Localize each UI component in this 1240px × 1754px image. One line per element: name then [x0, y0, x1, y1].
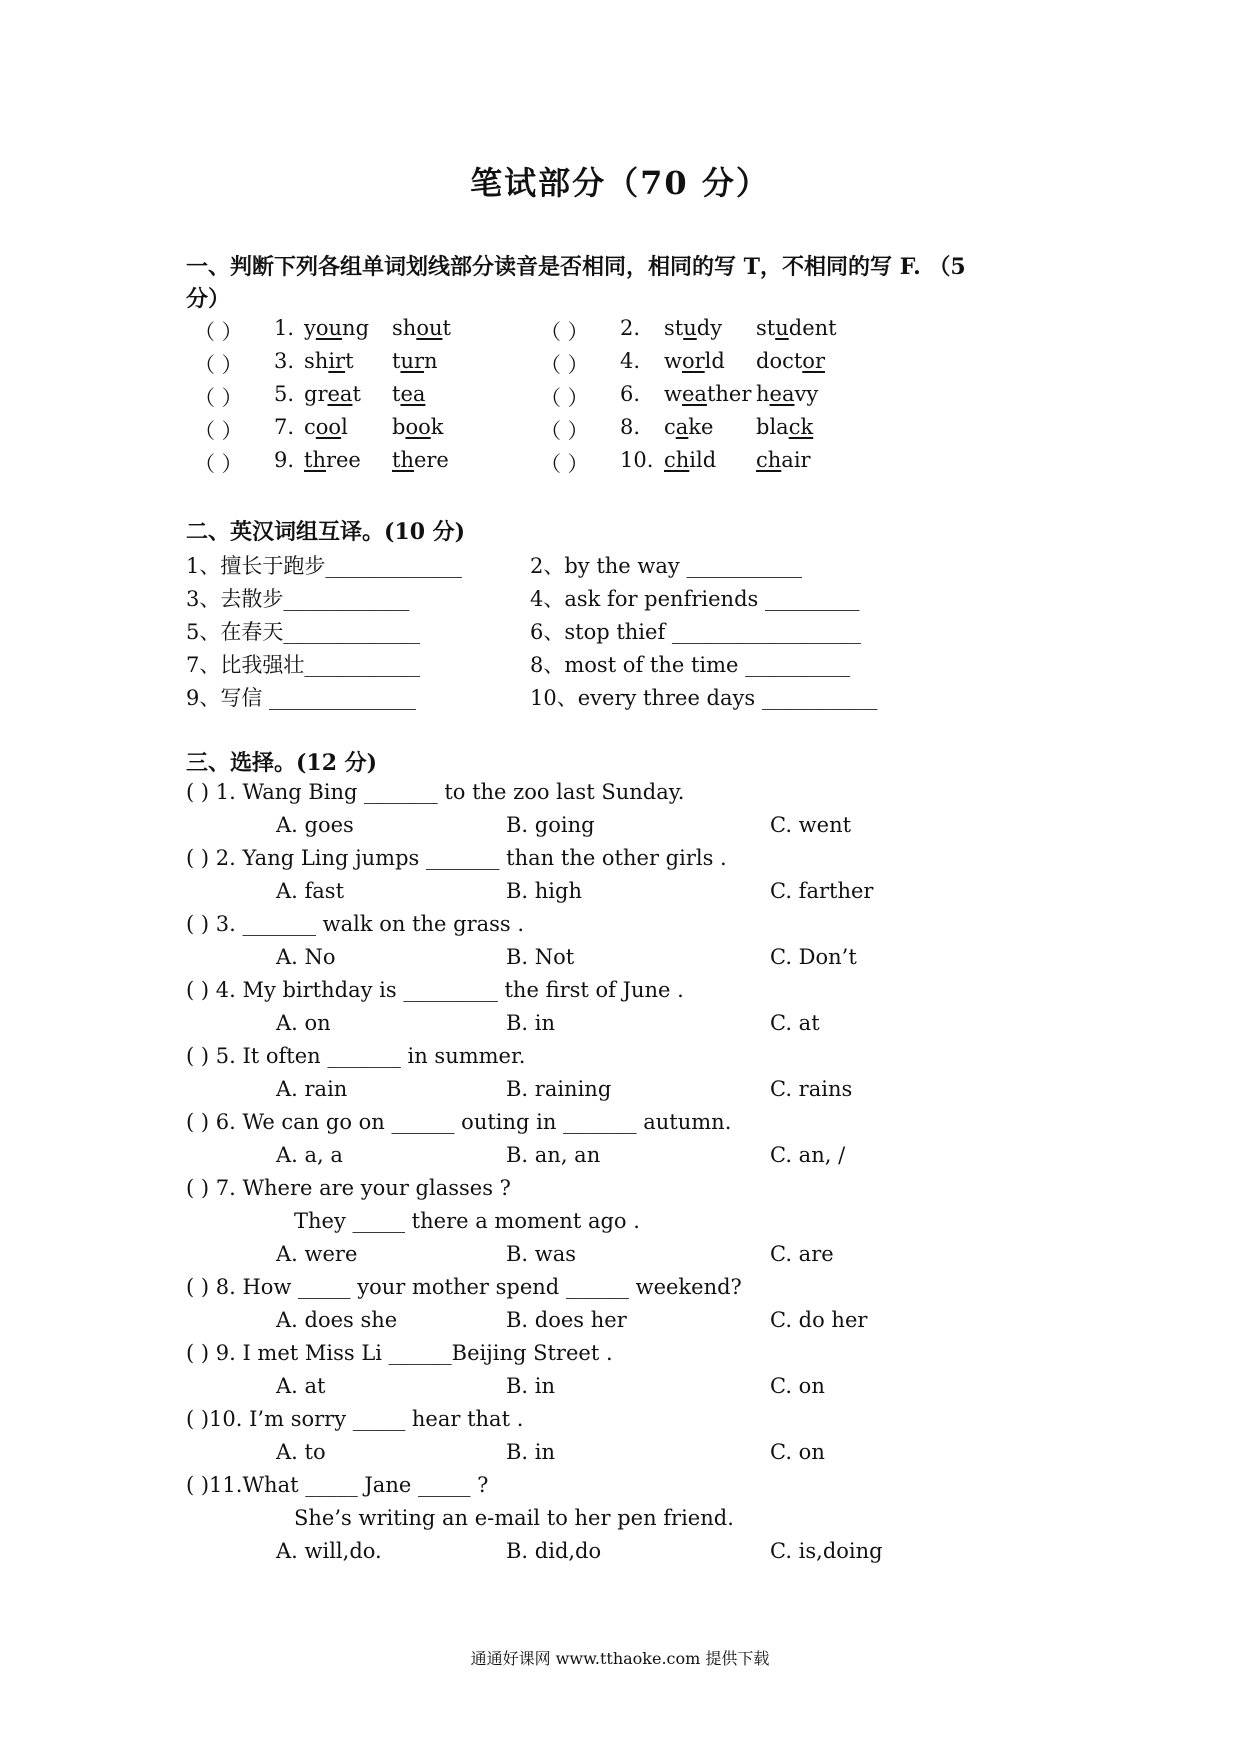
choice-question: ( ) 6. We can go on ______ outing in _______ autumn.: [186, 1110, 732, 1134]
word-a: cool: [304, 415, 348, 439]
word-a: world: [664, 349, 725, 373]
option-b: B. raining: [506, 1077, 612, 1101]
page-title: 笔试部分（70 分）: [470, 164, 770, 202]
option-c: C. farther: [770, 879, 874, 903]
word-a: child: [664, 448, 717, 472]
choice-question: ( ) 2. Yang Ling jumps _______ than the other girls .: [186, 846, 727, 870]
answer-bracket: （ ）: [194, 419, 243, 443]
translation-item: 6、stop thief __________________: [530, 620, 861, 644]
option-b: B. did,do: [506, 1539, 602, 1563]
footer-source: 通通好课网 www.tthaoke.com 提供下载: [470, 1649, 770, 1668]
word-b: there: [392, 448, 449, 472]
word-a: shirt: [304, 349, 354, 373]
choice-question: ( ) 8. How _____ your mother spend ______ weekend?: [186, 1275, 742, 1299]
word-b: black: [756, 415, 814, 439]
translation-item: 7、比我强壮___________: [186, 653, 420, 677]
translation-item: 2、by the way ___________: [530, 554, 802, 578]
translation-item: 4、ask for penfriends _________: [530, 587, 860, 611]
question-number: 4.: [620, 349, 641, 373]
word-b: tea: [392, 382, 426, 406]
option-b: B. an, an: [506, 1143, 601, 1167]
option-b: B. in: [506, 1440, 556, 1464]
question-number: 2.: [620, 316, 641, 340]
answer-bracket: （ ）: [194, 386, 243, 410]
word-a: weather: [664, 382, 752, 406]
option-c: C. Don’t: [770, 945, 857, 969]
translation-item: 9、写信 ______________: [186, 686, 417, 710]
option-b: B. in: [506, 1374, 556, 1398]
choice-question: ( ) 4. My birthday is _________ the first of June .: [186, 978, 684, 1002]
option-c: C. at: [770, 1011, 820, 1035]
section1-heading-cont: 分）: [186, 286, 231, 312]
option-b: B. in: [506, 1011, 556, 1035]
option-c: C. are: [770, 1242, 834, 1266]
option-a: A. to: [276, 1440, 326, 1464]
question-number: 5.: [274, 382, 295, 406]
option-a: A. a, a: [276, 1143, 343, 1167]
choice-question: ( ) 3. _______ walk on the grass .: [186, 912, 525, 936]
option-c: C. on: [770, 1440, 825, 1464]
word-b: heavy: [756, 382, 819, 406]
option-a: A. were: [276, 1242, 358, 1266]
word-b: book: [392, 415, 444, 439]
translation-item: 8、most of the time __________: [530, 653, 851, 677]
word-a: young: [304, 316, 370, 340]
word-b: turn: [392, 349, 438, 373]
answer-bracket: （ ）: [194, 353, 243, 377]
question-number: 7.: [274, 415, 295, 439]
option-b: B. going: [506, 813, 595, 837]
question-number: 1.: [274, 316, 295, 340]
choice-question: ( )10. I’m sorry _____ hear that .: [186, 1407, 524, 1431]
answer-bracket: （ ）: [194, 452, 243, 476]
option-c: C. is,doing: [770, 1539, 883, 1563]
question-number: 8.: [620, 415, 641, 439]
option-a: A. will,do.: [276, 1539, 382, 1563]
option-c: C. on: [770, 1374, 825, 1398]
option-b: B. was: [506, 1242, 577, 1266]
question-number: 6.: [620, 382, 641, 406]
option-b: B. high: [506, 879, 582, 903]
translation-item: 5、在春天_____________: [186, 620, 420, 644]
word-a: cake: [664, 415, 714, 439]
choice-question: ( )11.What _____ Jane _____ ?: [186, 1473, 489, 1497]
option-c: C. rains: [770, 1077, 853, 1101]
choice-question: ( ) 7. Where are your glasses ?: [186, 1176, 511, 1200]
section2-heading: 二、英汉词组互译。(10 分): [186, 519, 466, 545]
answer-bracket: （ ）: [540, 320, 589, 344]
option-c: C. went: [770, 813, 852, 837]
word-a: three: [304, 448, 361, 472]
translation-item: 1、擅长于跑步_____________: [186, 554, 462, 578]
section1-heading: 一、判断下列各组单词划线部分读音是否相同，相同的写 T，不相同的写 F. （5: [186, 254, 966, 280]
word-a: study: [664, 316, 723, 340]
word-b: student: [756, 316, 837, 340]
option-c: C. an, /: [770, 1143, 846, 1167]
choice-question-line2: She’s writing an e-mail to her pen friend.: [294, 1506, 734, 1530]
choice-question: ( ) 1. Wang Bing _______ to the zoo last Sunday.: [186, 780, 685, 804]
option-a: A. does she: [276, 1308, 398, 1332]
option-a: A. No: [276, 945, 336, 969]
answer-bracket: （ ）: [540, 419, 589, 443]
option-c: C. do her: [770, 1308, 868, 1332]
choice-question: ( ) 5. It often _______ in summer.: [186, 1044, 526, 1068]
answer-bracket: （ ）: [540, 353, 589, 377]
question-number: 3.: [274, 349, 295, 373]
option-a: A. rain: [276, 1077, 348, 1101]
word-b: doctor: [756, 349, 825, 373]
question-number: 9.: [274, 448, 295, 472]
word-b: shout: [392, 316, 451, 340]
choice-question: ( ) 9. I met Miss Li ______Beijing Street .: [186, 1341, 613, 1365]
option-b: B. does her: [506, 1308, 627, 1332]
option-a: A. on: [276, 1011, 331, 1035]
answer-bracket: （ ）: [540, 452, 589, 476]
translation-item: 10、every three days ___________: [530, 686, 878, 710]
option-b: B. Not: [506, 945, 575, 969]
option-a: A. fast: [276, 879, 345, 903]
question-number: 10.: [620, 448, 654, 472]
answer-bracket: （ ）: [194, 320, 243, 344]
option-a: A. at: [276, 1374, 326, 1398]
translation-item: 3、去散步____________: [186, 587, 410, 611]
answer-bracket: （ ）: [540, 386, 589, 410]
word-a: great: [304, 382, 361, 406]
choice-question-line2: They _____ there a moment ago .: [294, 1209, 640, 1233]
section3-heading: 三、选择。(12 分): [186, 750, 378, 776]
option-a: A. goes: [276, 813, 354, 837]
word-b: chair: [756, 448, 811, 472]
